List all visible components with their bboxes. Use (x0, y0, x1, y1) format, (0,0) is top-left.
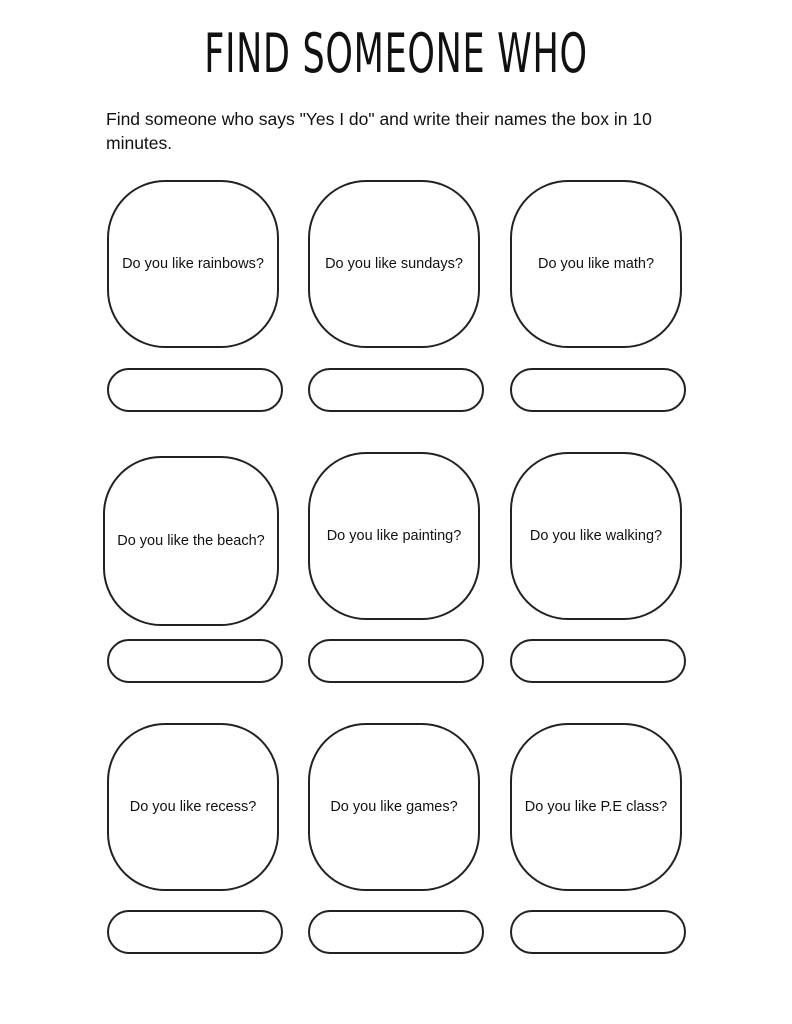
question-label: Do you like sundays? (325, 256, 463, 272)
name-answer-box-sundays[interactable] (308, 368, 484, 412)
question-label: Do you like recess? (129, 799, 257, 815)
question-box-games (308, 723, 480, 891)
question-label: Do you like walking? (529, 528, 663, 544)
question-box-painting (308, 452, 480, 620)
name-answer-box-math[interactable] (510, 368, 686, 412)
name-answer-box-recess[interactable] (107, 910, 283, 954)
question-box-pe-class (510, 723, 682, 891)
name-answer-box-games[interactable] (308, 910, 484, 954)
instructions-text: Find someone who says "Yes I do" and write their names the box in 10 minutes. (106, 109, 652, 153)
question-label: Do you like painting? (326, 528, 462, 544)
question-box-beach (103, 456, 279, 626)
name-answer-box-rainbows[interactable] (107, 368, 283, 412)
question-box-rainbows (107, 180, 279, 348)
name-answer-box-painting[interactable] (308, 639, 484, 683)
question-box-sundays (308, 180, 480, 348)
question-label: Do you like rainbows? (122, 256, 264, 272)
name-answer-box-walking[interactable] (510, 639, 686, 683)
question-box-walking (510, 452, 682, 620)
question-box-math (510, 180, 682, 348)
page-title: FIND SOMEONE WHO (204, 22, 588, 85)
question-label: Do you like P.E class? (524, 799, 668, 815)
question-label: Do you like games? (330, 799, 458, 815)
question-label: Do you like the beach? (117, 533, 265, 549)
question-label: Do you like math? (537, 256, 655, 272)
name-answer-box-beach[interactable] (107, 639, 283, 683)
question-box-recess (107, 723, 279, 891)
name-answer-box-pe-class[interactable] (510, 910, 686, 954)
